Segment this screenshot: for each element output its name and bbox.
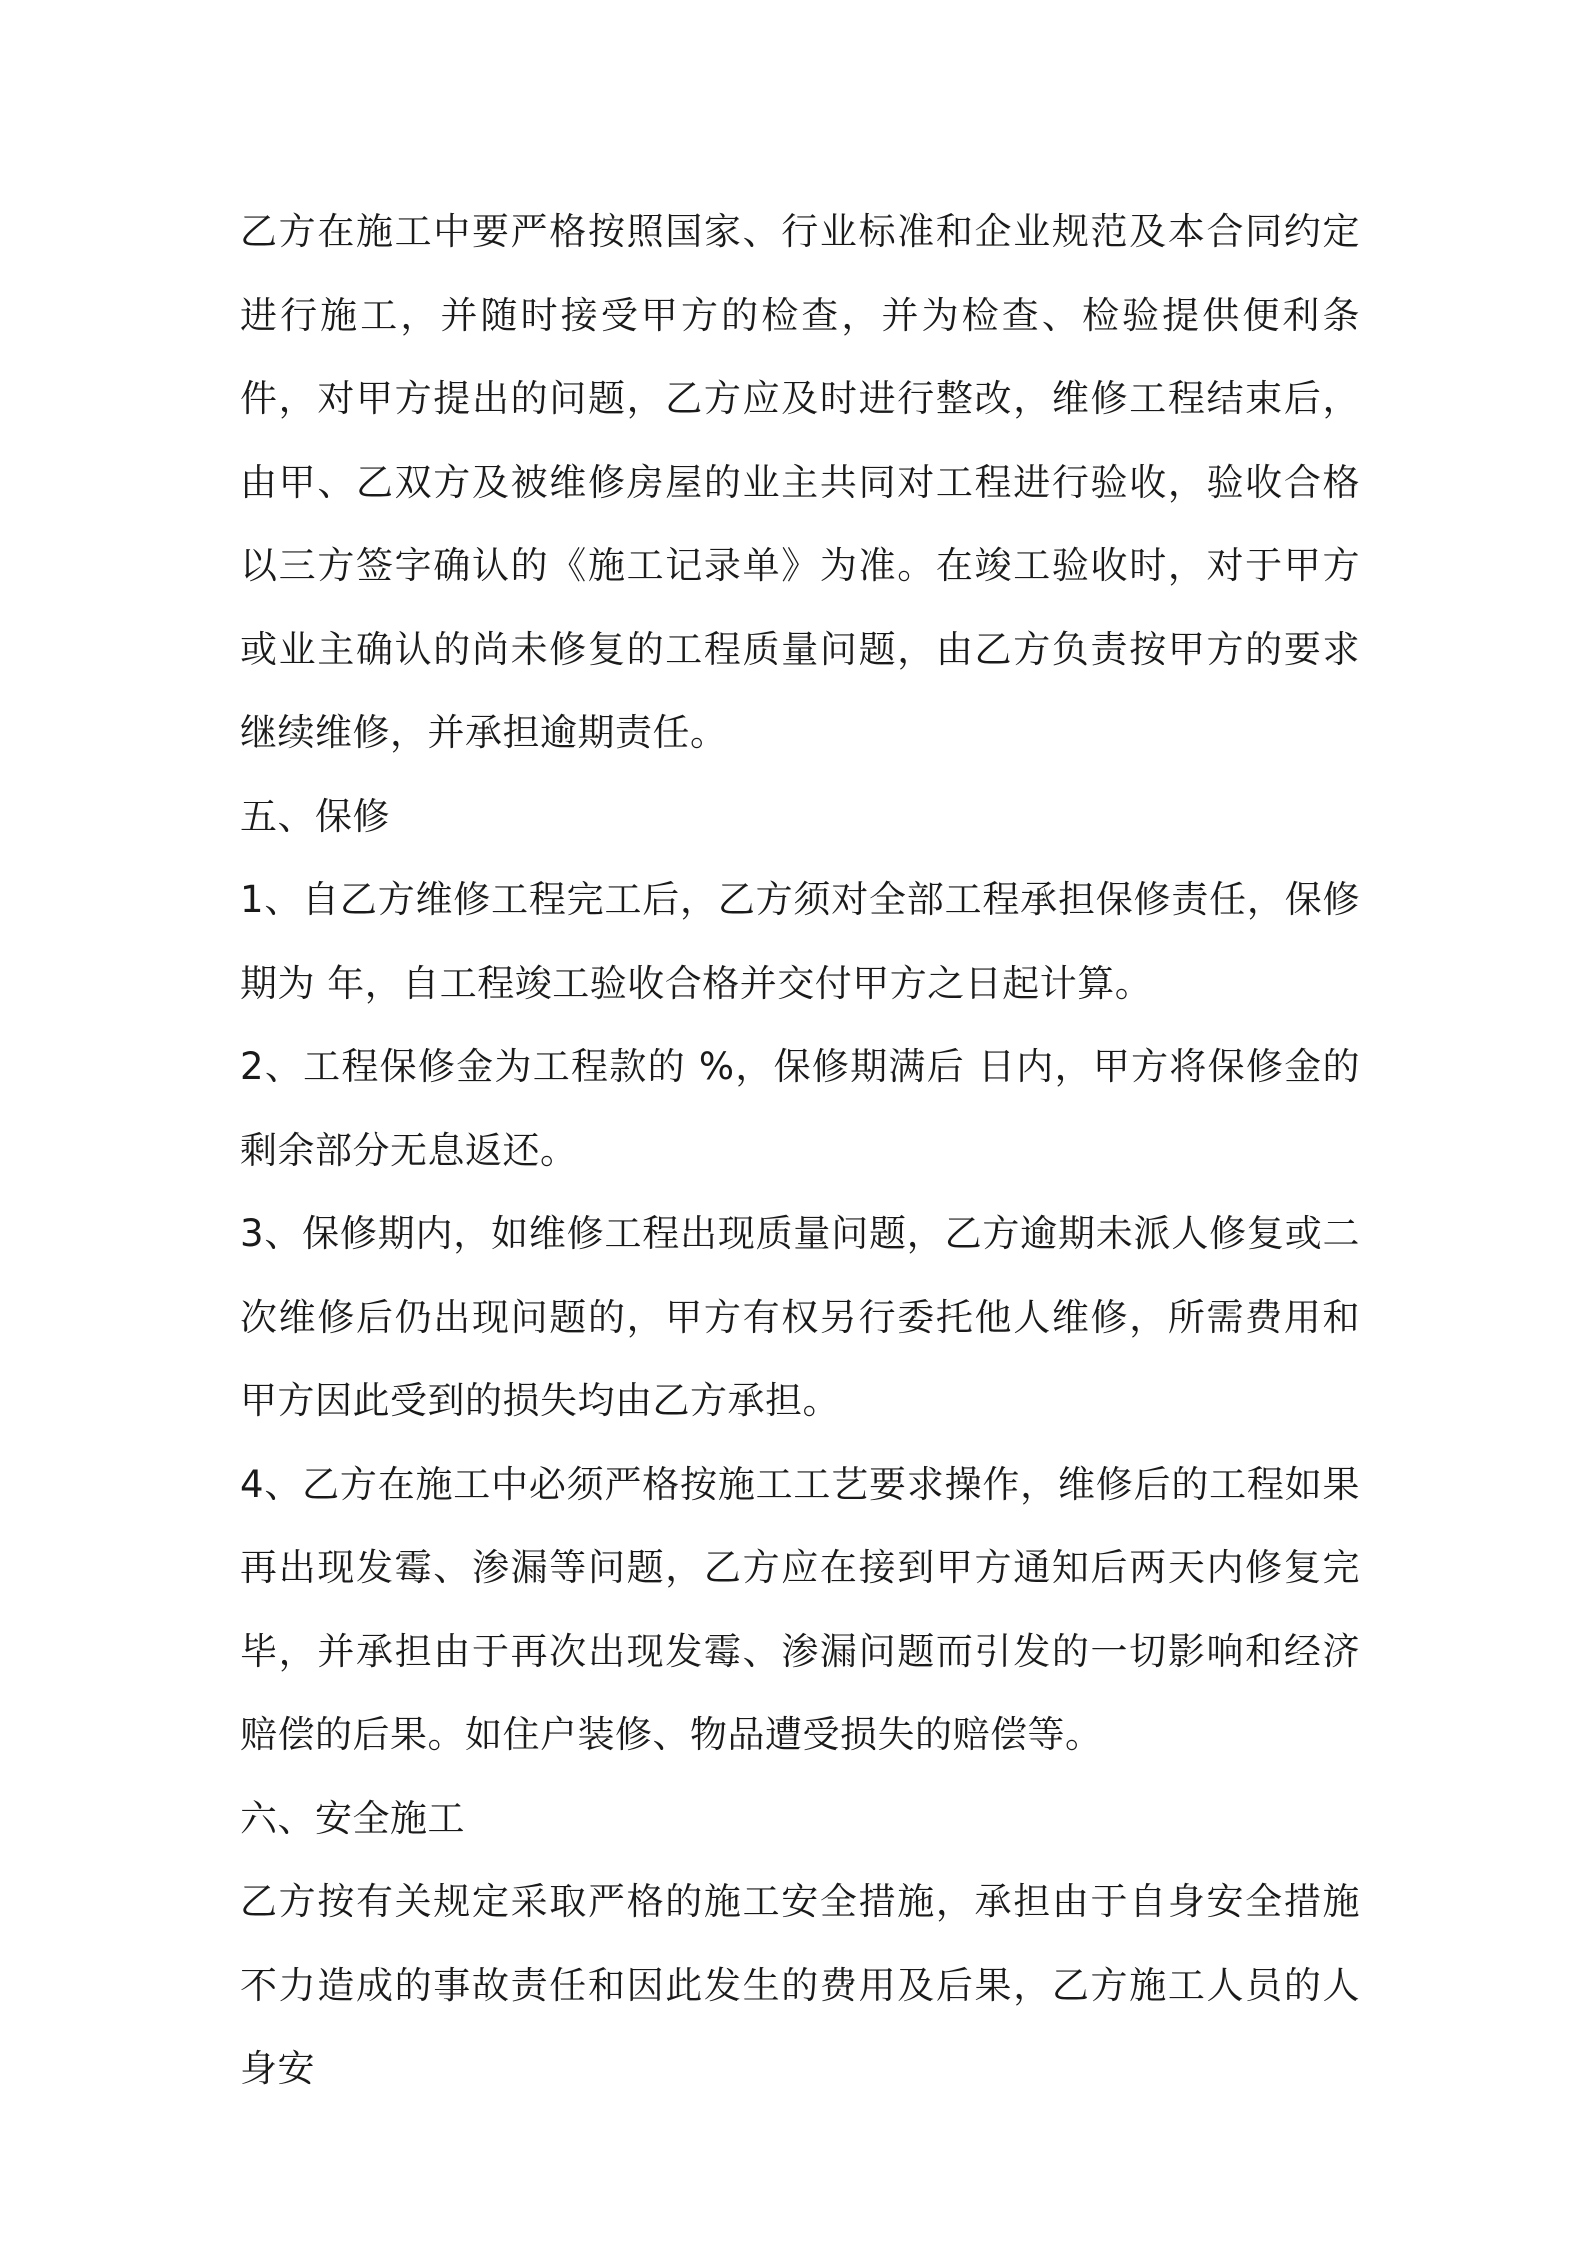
section-heading-warranty: 五、保修 [240,794,390,838]
warranty-clause-2: 2、工程保修金为工程款的 %，保修期满后 日内，甲方将保修金的剩余部分无息返还。 [240,1045,1360,1172]
paragraph-acceptance-terms: 乙方在施工中要严格按照国家、行业标准和企业规范及本合同约定进行施工，并随时接受甲方的检查，并为检查、检验提供便利条件，对甲方提出的问题，乙方应及时进行整改，维修工程结束后，由甲、乙双方及被维修房屋的业主共同对工程进行验收，验收合格以三方签字确认的《施工记录单》为准。在竣工验收时，对于甲方或业主确认的尚未修复的工程质量问题，由乙方负责按甲方的要求继续维修，并承担逾期责任。 [240,210,1360,754]
paragraph-safety-measures: 乙方按有关规定采取严格的施工安全措施，承担由于自身安全措施不力造成的事故责任和因此发生的费用及后果，乙方施工人员的人身安 [240,1880,1360,2090]
section-heading-safety: 六、安全施工 [240,1796,465,1840]
warranty-clause-1: 1、自乙方维修工程完工后，乙方须对全部工程承担保修责任，保修期为 年，自工程竣工验收合格并交付甲方之日起计算。 [240,878,1360,1005]
warranty-clause-3: 3、保修期内，如维修工程出现质量问题，乙方逾期未派人修复或二次维修后仍出现问题的，甲方有权另行委托他人维修，所需费用和甲方因此受到的损失均由乙方承担。 [240,1212,1360,1422]
warranty-clause-4: 4、乙方在施工中必须严格按施工工艺要求操作，维修后的工程如果再出现发霉、渗漏等问题，乙方应在接到甲方通知后两天内修复完毕，并承担由于再次出现发霉、渗漏问题而引发的一切影响和经济赔偿的后果。如住户装修、物品遭受损失的赔偿等。 [240,1462,1360,1756]
document-body [240,190,1360,2111]
